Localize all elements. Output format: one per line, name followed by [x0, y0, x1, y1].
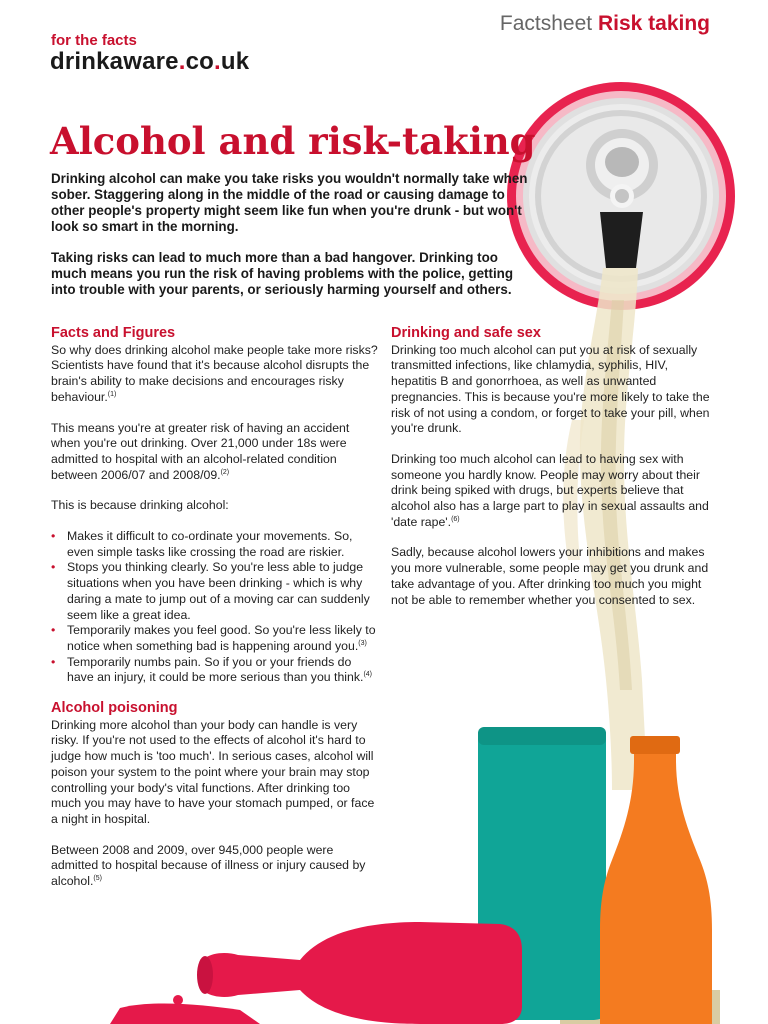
list-item: • Stops you thinking clearly. So you're less able to judge situations when you have been drinking - which is why daring a mate to jump out of a moving car can suddenly seem like a great idea. — [51, 560, 381, 623]
safe-sex-paragraph-2: Drinking too much alcohol can lead to having sex with someone you hardly know. People may worry about their drink being spiked with drugs, but experts believe that alcohol also has a large part to play in sexual assaults and 'date rape'.$^{(6)}$ — [391, 451, 709, 529]
list-item: • Temporarily makes you feel good. So you're less likely to notice when something bad is happening around you.$^{(3)}$ — [51, 623, 381, 654]
factsheet-header — [440, 12, 710, 36]
drinkaware-logo[interactable]: drinkaware.co.uk — [50, 48, 250, 75]
poisoning-heading: Alcohol poisoning — [51, 700, 178, 717]
poisoning-paragraph-1: Drinking more alcohol than your body can handle is very risky. If you're not used to the effects of alcohol it's hard to judge how much is 'too much'. In serious cases, alcohol will poison your system to the point where your brain may stop controlling your body's vital functions. After drinking too much you may have to have your stomach pumped, or face a night in hospital. — [51, 717, 375, 826]
factsheet-topic: Risk taking — [597, 12, 710, 35]
page-title: Alcohol and risk-taking — [50, 119, 536, 163]
right-column — [391, 326, 713, 623]
tagline: for the facts — [51, 32, 137, 49]
list-item: • Temporarily numbs pain. So if you or your friends do have an injury, it could be more serious than you think.$^{(4)}$ — [51, 655, 381, 686]
left-column — [51, 326, 381, 905]
safe-sex-heading: Drinking and safe sex — [391, 325, 541, 341]
safe-sex-paragraph-3: Sadly, because alcohol lowers your inhibitions and makes you more vulnerable, some people may get you drunk and take advantage of you. After drinking too much you might not be able to remember whether you consented to sex. — [391, 545, 709, 607]
facts-paragraph-2: This means you're at greater risk of having an accident when you're out drinking. Over 21,000 under 18s were admitted to hospital with an alcohol-related condition between 2006/07 and 2008/09.$^{(2)}$ — [51, 420, 350, 482]
factsheet-label: Factsheet — [499, 12, 593, 35]
facts-paragraph-3: This is because drinking alcohol: — [51, 498, 229, 513]
safe-sex-paragraph-1: Drinking too much alcohol can put you at risk of sexually transmitted infections, like chlamydia, syphilis, HIV, hepatitis B and gonorrhoea, as well as unwanted pregnancies. This is because you're more likely to take the risk of not using a condom, or forget to take your pill, when you're drunk. — [391, 342, 710, 436]
intro-paragraph-2: Taking risks can lead to much more than a bad hangover. Drinking too much means you run the risk of having problems with the police, getting into trouble with your parents, or seriously harming yourself and others. — [51, 250, 514, 297]
facts-bullet-list — [51, 529, 381, 686]
list-item: • Makes it difficult to co-ordinate your movements. So, even simple tasks like crossing the road are riskier. — [51, 529, 381, 560]
poisoning-paragraph-2: Between 2008 and 2009, over 945,000 people were admitted to hospital because of illness or injury caused by alcohol.$^{(5)}$ — [51, 842, 366, 889]
facts-paragraph-1: So why does drinking alcohol make people take more risks? Scientists have found that it's because alcohol disrupts the brain's ability to make decisions and encourages risky behaviour.$^{(1)}$ — [51, 342, 378, 404]
facts-heading: Facts and Figures — [51, 325, 176, 341]
red-bottle-illustration — [110, 922, 522, 1024]
intro-paragraph-1: Drinking alcohol can make you take risks you wouldn't normally take when sober. Staggering along in the middle of the road or causing damage to other people's property might seem like fun when you're drunk - but won't look so smart in the morning. — [51, 171, 528, 234]
